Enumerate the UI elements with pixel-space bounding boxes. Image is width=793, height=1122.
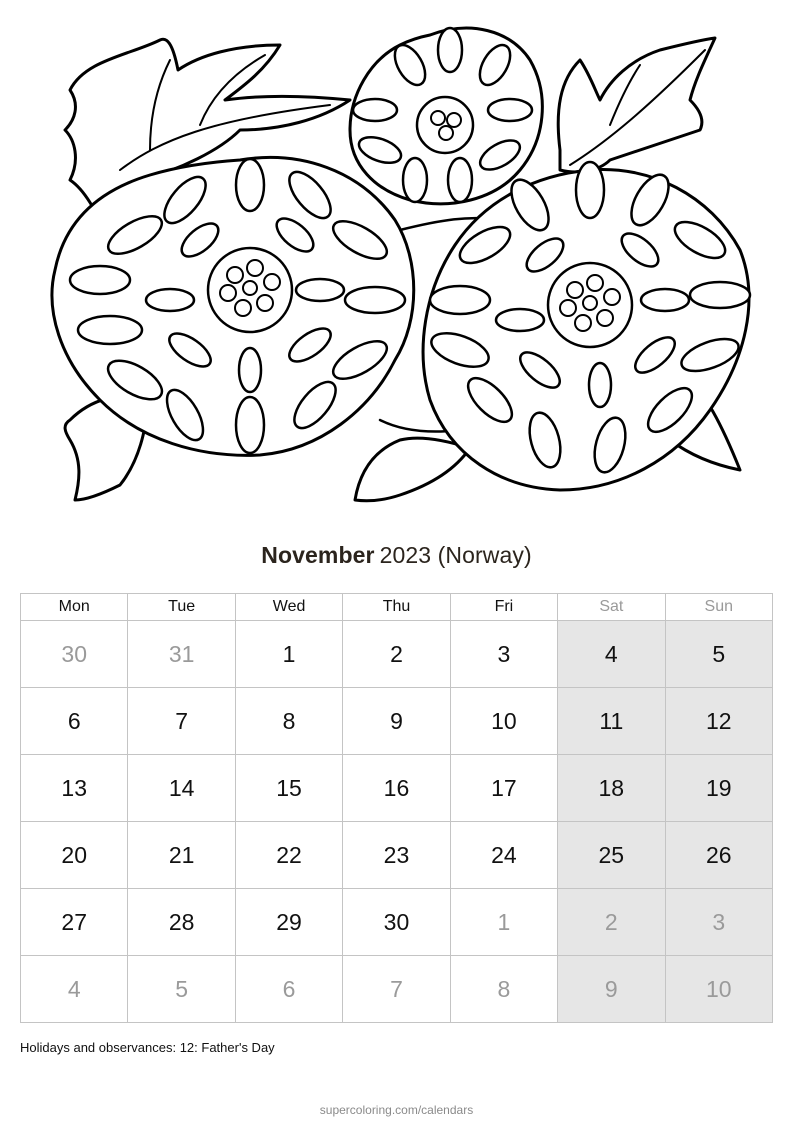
day-cell: 15 <box>235 755 342 822</box>
day-cell: 1 <box>450 889 557 956</box>
holidays-note: Holidays and observances: 12: Father's Day <box>20 1040 275 1055</box>
day-cell: 2 <box>343 621 450 688</box>
day-cell: 26 <box>665 822 772 889</box>
day-cell: 8 <box>235 688 342 755</box>
day-cell: 10 <box>450 688 557 755</box>
day-cell: 7 <box>343 956 450 1023</box>
week-row <box>21 956 773 1023</box>
day-cell: 1 <box>235 621 342 688</box>
day-cell: 13 <box>21 755 128 822</box>
day-cell: 5 <box>665 621 772 688</box>
week-row <box>21 822 773 889</box>
weekday-sun: Sun <box>665 594 772 621</box>
title-month: November <box>261 542 375 568</box>
week-row <box>21 755 773 822</box>
day-cell: 21 <box>128 822 235 889</box>
day-cell: 12 <box>665 688 772 755</box>
day-cell: 30 <box>343 889 450 956</box>
day-cell: 23 <box>343 822 450 889</box>
day-cell: 5 <box>128 956 235 1023</box>
leaf-top-right <box>558 38 715 172</box>
day-cell: 3 <box>665 889 772 956</box>
day-cell: 8 <box>450 956 557 1023</box>
weekday-mon: Mon <box>21 594 128 621</box>
calendar-title <box>0 542 793 569</box>
day-cell: 20 <box>21 822 128 889</box>
day-cell: 2 <box>558 889 665 956</box>
day-cell: 25 <box>558 822 665 889</box>
day-cell: 28 <box>128 889 235 956</box>
weekday-thu: Thu <box>343 594 450 621</box>
week-row <box>21 621 773 688</box>
day-cell: 6 <box>21 688 128 755</box>
chrysanthemum-coloring-illustration <box>0 0 793 520</box>
title-year-country: 2023 (Norway) <box>379 542 532 568</box>
day-cell: 27 <box>21 889 128 956</box>
day-cell: 11 <box>558 688 665 755</box>
day-cell: 19 <box>665 755 772 822</box>
day-cell: 7 <box>128 688 235 755</box>
weekday-tue: Tue <box>128 594 235 621</box>
weekday-sat: Sat <box>558 594 665 621</box>
day-cell: 18 <box>558 755 665 822</box>
day-cell: 24 <box>450 822 557 889</box>
day-cell: 29 <box>235 889 342 956</box>
day-cell: 10 <box>665 956 772 1023</box>
footer-url: supercoloring.com/calendars <box>319 1103 474 1117</box>
day-cell: 16 <box>343 755 450 822</box>
leaf-bottom-mid <box>355 438 470 501</box>
day-cell: 9 <box>558 956 665 1023</box>
day-cell: 4 <box>21 956 128 1023</box>
weekday-fri: Fri <box>450 594 557 621</box>
day-cell: 9 <box>343 688 450 755</box>
weekday-wed: Wed <box>235 594 342 621</box>
day-cell: 30 <box>21 621 128 688</box>
weekday-header-row <box>21 594 773 621</box>
day-cell: 14 <box>128 755 235 822</box>
day-cell: 22 <box>235 822 342 889</box>
day-cell: 3 <box>450 621 557 688</box>
week-row <box>21 688 773 755</box>
day-cell: 31 <box>128 621 235 688</box>
week-row <box>21 889 773 956</box>
flower-top <box>350 28 542 204</box>
calendar-grid <box>20 593 773 1023</box>
day-cell: 17 <box>450 755 557 822</box>
day-cell: 4 <box>558 621 665 688</box>
day-cell: 6 <box>235 956 342 1023</box>
